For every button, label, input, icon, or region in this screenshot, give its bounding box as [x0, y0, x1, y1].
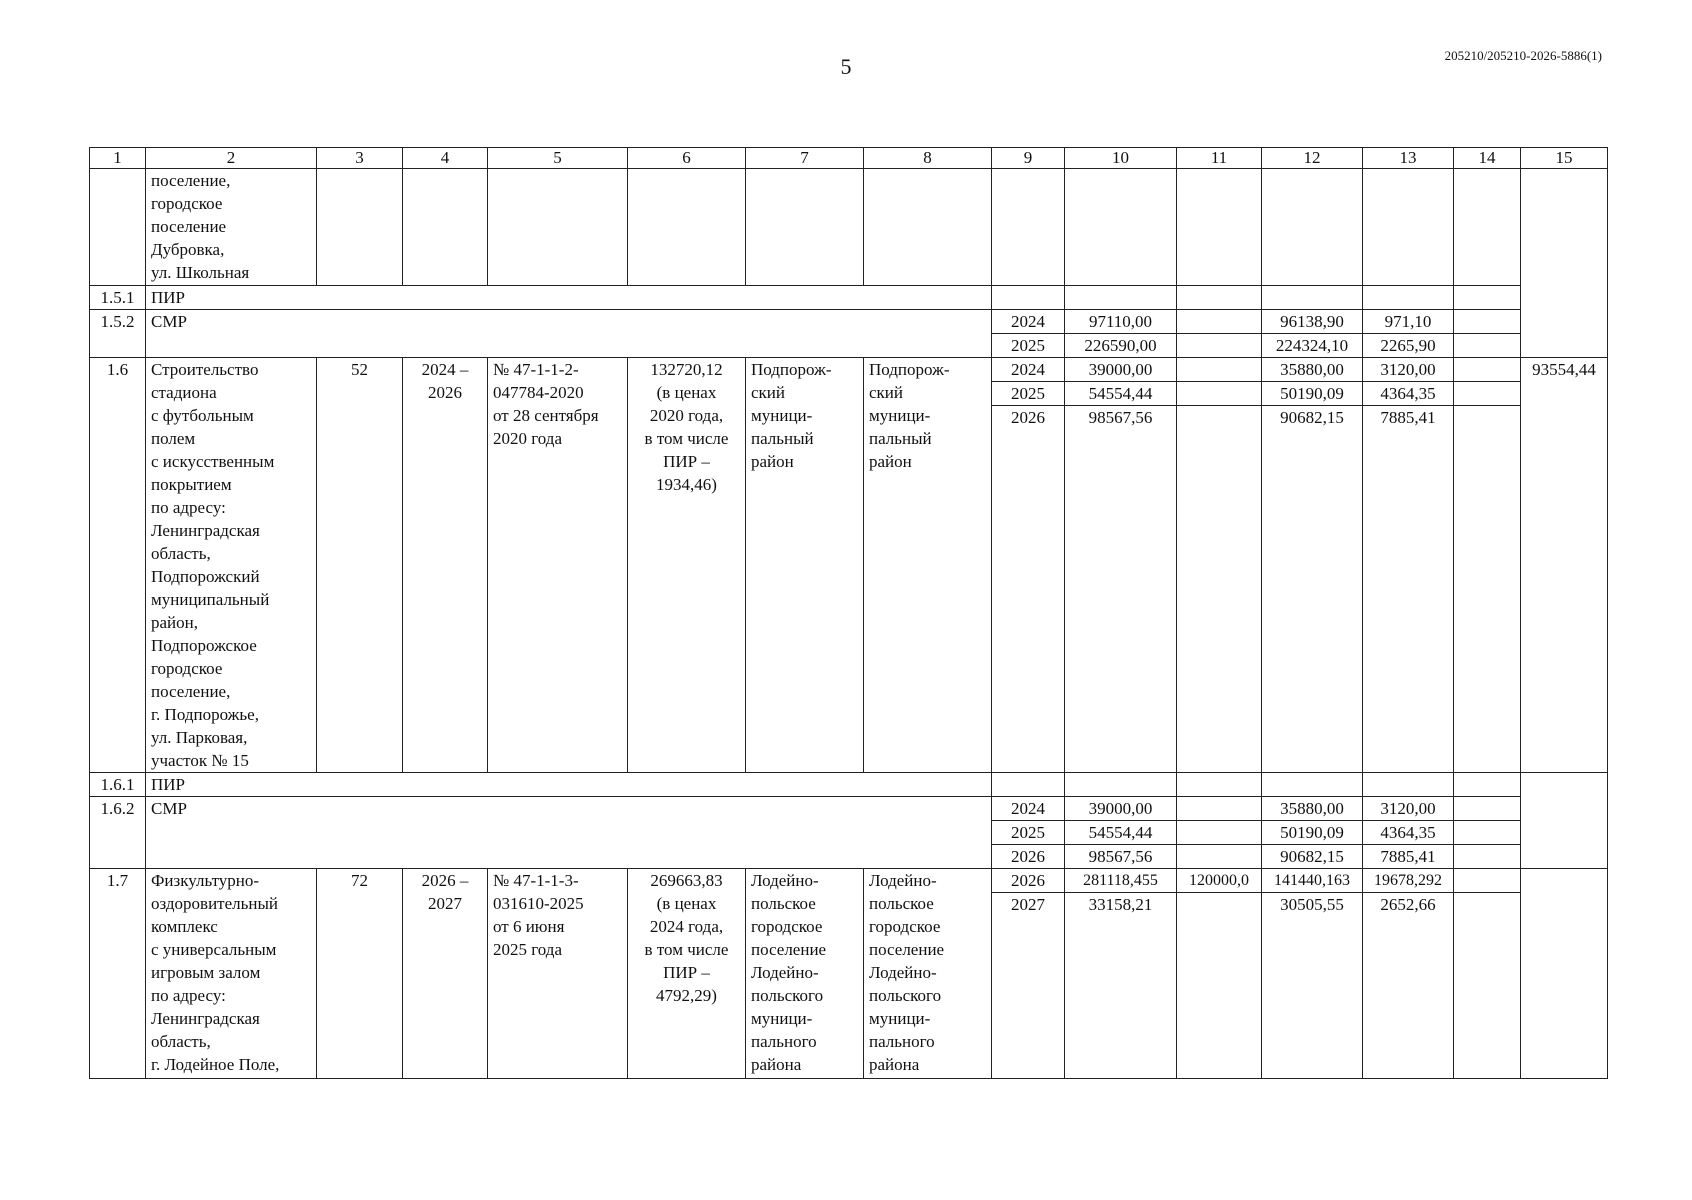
total-cell: 98567,56	[1065, 845, 1177, 869]
cost-cell: 132720,12 (в ценах 2020 года, в том числе ПИР – 1934,46)	[628, 358, 746, 773]
table-row	[90, 773, 1608, 797]
stage-label-cell: СМР	[146, 310, 992, 358]
value-cell: 4364,35	[1363, 382, 1454, 406]
column-number-row	[90, 148, 1608, 169]
value-cell	[1454, 406, 1521, 773]
value-cell	[1454, 869, 1521, 893]
row-number-cell: 1.6.2	[90, 797, 146, 869]
value-cell: 90682,15	[1262, 845, 1363, 869]
total-cell: 97110,00	[1065, 310, 1177, 334]
row-number-cell: 1.7	[90, 869, 146, 1079]
stage-label-cell: ПИР	[146, 773, 992, 797]
value-cell	[1177, 358, 1262, 382]
table-row	[90, 358, 1608, 382]
total-cell: 98567,56	[1065, 406, 1177, 773]
column-header: 9	[992, 148, 1065, 169]
value-cell	[1454, 382, 1521, 406]
column-header: 12	[1262, 148, 1363, 169]
value-cell: 50190,09	[1262, 382, 1363, 406]
value-cell: 30505,55	[1262, 893, 1363, 1079]
value-cell: 2652,66	[1363, 893, 1454, 1079]
column-header: 5	[488, 148, 628, 169]
investment-table	[89, 147, 1608, 1079]
total-cell: 54554,44	[1065, 382, 1177, 406]
value-cell	[1177, 382, 1262, 406]
value-cell	[1454, 845, 1521, 869]
value-cell: 7885,41	[1363, 406, 1454, 773]
total-cell: 226590,00	[1065, 334, 1177, 358]
year-cell: 2024	[992, 797, 1065, 821]
year-cell: 2025	[992, 821, 1065, 845]
value-cell	[1454, 893, 1521, 1079]
capacity-cell: 52	[317, 358, 403, 773]
column-header: 1	[90, 148, 146, 169]
value-cell: 50190,09	[1262, 821, 1363, 845]
row-number-cell: 1.6.1	[90, 773, 146, 797]
value-cell: 3120,00	[1363, 797, 1454, 821]
stage-label-cell: СМР	[146, 797, 992, 869]
document-id: 205210/205210-2026-5886(1)	[1444, 48, 1602, 63]
total-cell: 39000,00	[1065, 797, 1177, 821]
column-header: 15	[1521, 148, 1608, 169]
year-cell: 2025	[992, 334, 1065, 358]
total-cell: 33158,21	[1065, 893, 1177, 1079]
value-cell	[1177, 406, 1262, 773]
table-row	[90, 797, 1608, 821]
value-cell	[1454, 797, 1521, 821]
total-cell: 54554,44	[1065, 821, 1177, 845]
value-cell	[1454, 358, 1521, 382]
period-cell: 2024 – 2026	[403, 358, 488, 773]
column-header: 8	[864, 148, 992, 169]
value-cell	[1454, 310, 1521, 334]
value-cell: 7885,41	[1363, 845, 1454, 869]
object-name-cell: Физкультурно- оздоровительный комплекс с универсальным игровым залом по адресу: Ленинградская область, г. Лодейное Поле,	[146, 869, 317, 1079]
value-cell: 35880,00	[1262, 797, 1363, 821]
value-cell: 2265,90	[1363, 334, 1454, 358]
value-cell	[1177, 310, 1262, 334]
value-cell: 971,10	[1363, 310, 1454, 334]
value-cell: 224324,10	[1262, 334, 1363, 358]
capacity-cell: 72	[317, 869, 403, 1079]
row-number-cell: 1.5.1	[90, 286, 146, 310]
value-cell: 4364,35	[1363, 821, 1454, 845]
row-number-cell: 1.6	[90, 358, 146, 773]
year-cell: 2026	[992, 869, 1065, 893]
value-cell: 120000,0	[1177, 869, 1262, 893]
customer-cell: Подпорож- ский муници- пальный район	[746, 358, 864, 773]
value-cell	[1454, 334, 1521, 358]
owner-cell: Лодейно- польское городское поселение Лодейно- польского муници- пального района	[864, 869, 992, 1079]
table-row	[90, 310, 1608, 334]
column-header: 4	[403, 148, 488, 169]
value-cell	[1177, 334, 1262, 358]
object-name-cell: Строительство стадиона с футбольным полем с искусственным покрытием по адресу: Ленинградская область, Подпорожский муниципальный район, Подпорожское городское поселение, г. Подпорожье, ул. Парковая, участок № 15	[146, 358, 317, 773]
table-row	[90, 286, 1608, 310]
year-cell: 2024	[992, 358, 1065, 382]
year-cell: 2027	[992, 893, 1065, 1079]
value-cell	[1177, 893, 1262, 1079]
column-header: 3	[317, 148, 403, 169]
stage-label-cell: ПИР	[146, 286, 992, 310]
column-header: 6	[628, 148, 746, 169]
expertise-cell: № 47-1-1-2- 047784-2020 от 28 сентября 2020 года	[488, 358, 628, 773]
value-cell	[1177, 821, 1262, 845]
value-cell	[1177, 797, 1262, 821]
value-cell: 19678,292	[1363, 869, 1454, 893]
total-cell: 281118,455	[1065, 869, 1177, 893]
column-header: 11	[1177, 148, 1262, 169]
year-cell: 2026	[992, 406, 1065, 773]
value-cell: 3120,00	[1363, 358, 1454, 382]
balance-cell	[1521, 869, 1608, 1079]
value-cell: 35880,00	[1262, 358, 1363, 382]
table-row	[90, 169, 1608, 286]
value-cell	[1454, 821, 1521, 845]
cost-cell: 269663,83 (в ценах 2024 года, в том числе ПИР – 4792,29)	[628, 869, 746, 1079]
customer-cell: Лодейно- польское городское поселение Лодейно- польского муници- пального района	[746, 869, 864, 1079]
table-row	[90, 869, 1608, 893]
balance-cell: 93554,44	[1521, 358, 1608, 773]
column-header: 7	[746, 148, 864, 169]
page-number: 5	[840, 54, 852, 79]
owner-cell: Подпорож- ский муници- пальный район	[864, 358, 992, 773]
year-cell: 2025	[992, 382, 1065, 406]
value-cell: 96138,90	[1262, 310, 1363, 334]
value-cell	[1177, 845, 1262, 869]
column-header: 14	[1454, 148, 1521, 169]
value-cell: 141440,163	[1262, 869, 1363, 893]
period-cell: 2026 – 2027	[403, 869, 488, 1079]
column-header: 10	[1065, 148, 1177, 169]
expertise-cell: № 47-1-1-3- 031610-2025 от 6 июня 2025 года	[488, 869, 628, 1079]
row-number-cell: 1.5.2	[90, 310, 146, 358]
column-header: 2	[146, 148, 317, 169]
object-name-cell: поселение, городское поселение Дубровка, ул. Школьная	[146, 169, 317, 286]
column-header: 13	[1363, 148, 1454, 169]
year-cell: 2024	[992, 310, 1065, 334]
total-cell: 39000,00	[1065, 358, 1177, 382]
value-cell: 90682,15	[1262, 406, 1363, 773]
year-cell: 2026	[992, 845, 1065, 869]
